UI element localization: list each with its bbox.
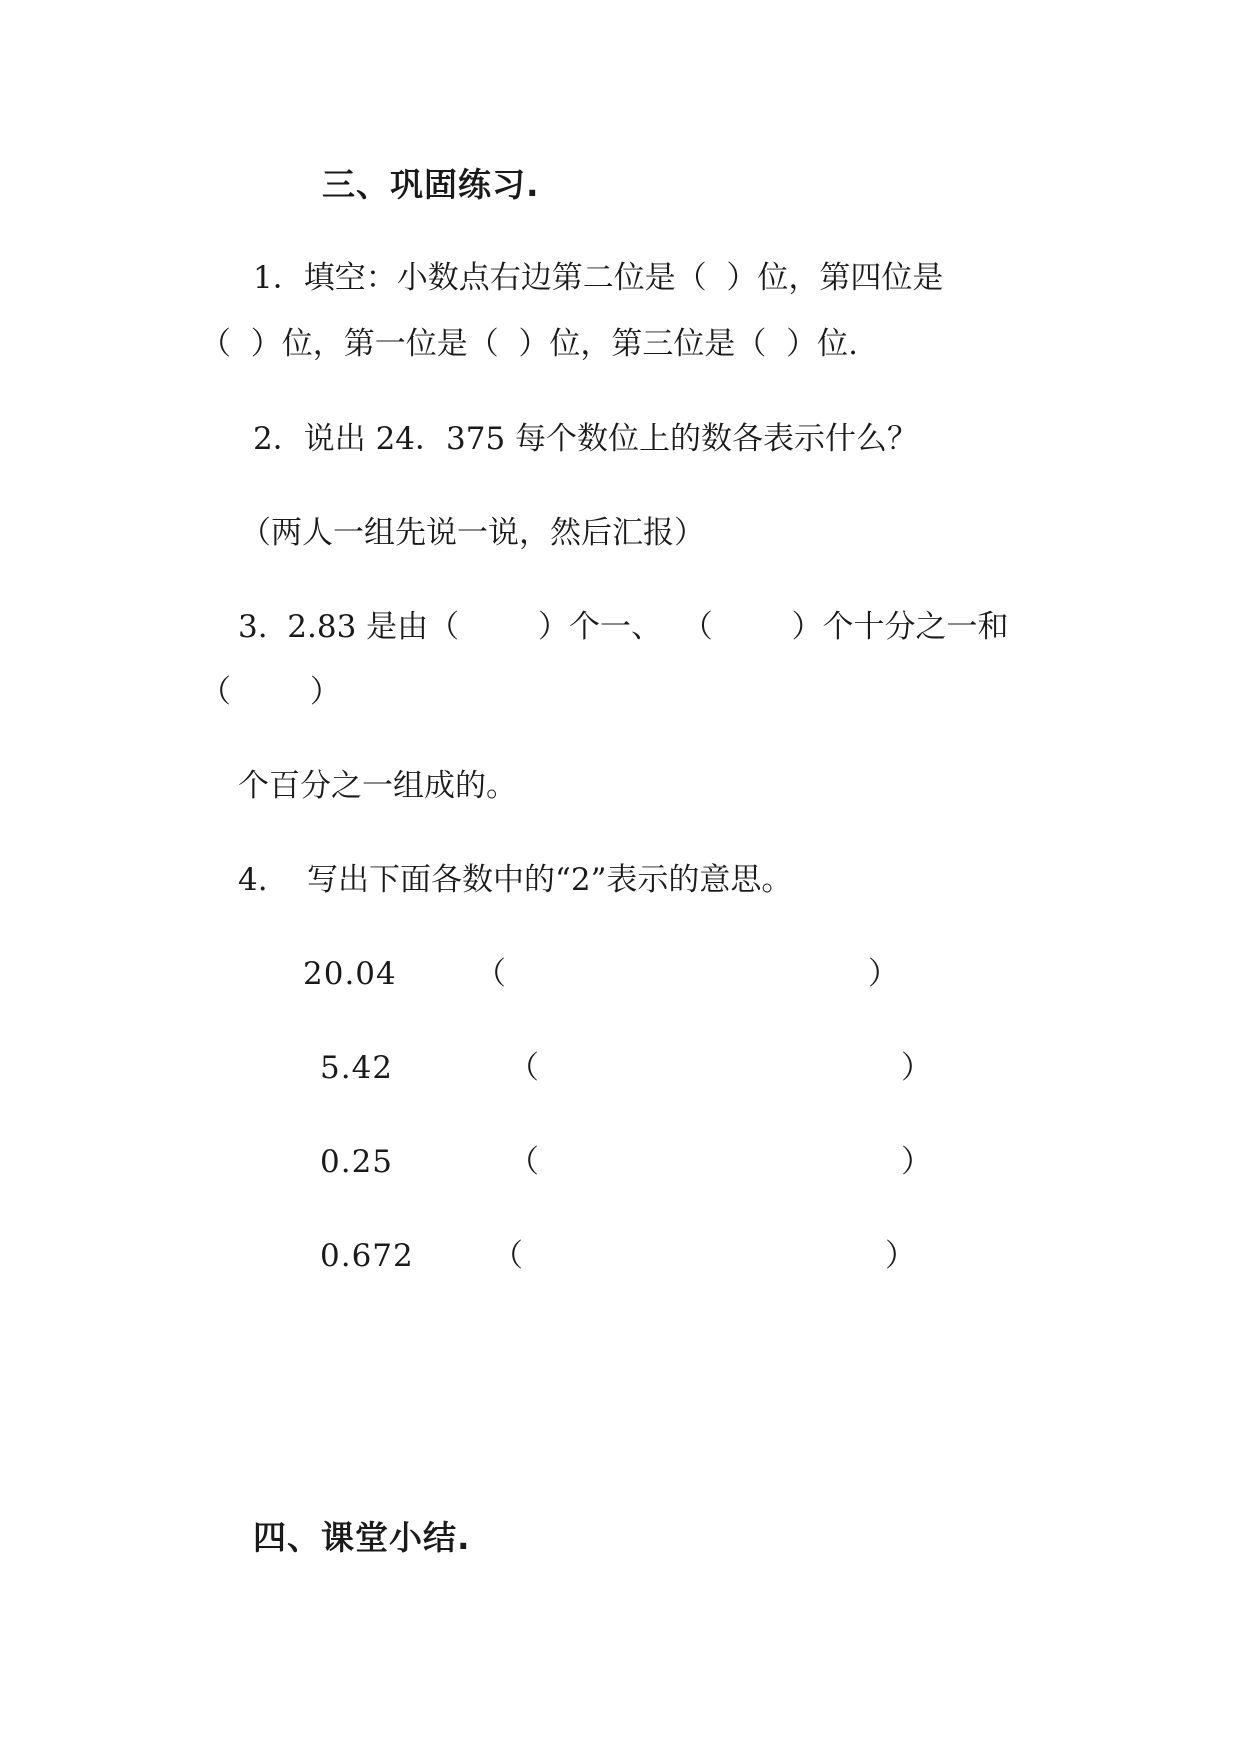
q4-row-open-paren: （	[475, 956, 506, 992]
q2-line2: （两人一组先说一说，然后汇报）	[240, 515, 705, 551]
q4-row-close-paren: ）	[885, 1238, 916, 1274]
q4-row-open-paren: （	[508, 1050, 539, 1086]
q3-line1: 3. 2.83 是由（ ）个一、 （ ）个十分之一和	[238, 609, 1009, 645]
q3-line3: 个百分之一组成的。	[238, 768, 517, 804]
q4-row-close-paren: ）	[901, 1144, 932, 1180]
q2-line1: 2．说出 24．375 每个数位上的数各表示什么？	[253, 421, 919, 457]
q3-line2: （ ）	[200, 674, 341, 710]
q4-row-number: 20.04	[303, 956, 397, 992]
q4-row-number: 0.672	[320, 1238, 414, 1274]
q4-prompt: 4. 写出下面各数中的“2”表示的意思。	[238, 862, 793, 898]
q4-row-number: 5.42	[320, 1050, 394, 1086]
q4-row-open-paren: （	[492, 1238, 523, 1274]
section4-title: 四、课堂小结.	[253, 1518, 471, 1557]
q4-row-number: 0.25	[320, 1144, 394, 1180]
q4-row-close-paren: ）	[901, 1050, 932, 1086]
q1-line1: 1．填空：小数点右边第二位是（ ）位，第四位是	[253, 260, 944, 296]
section3-title: 三、巩固练习.	[322, 165, 540, 204]
q4-row-open-paren: （	[508, 1144, 539, 1180]
q1-line2: （ ）位，第一位是（ ）位，第三位是（ ）位.	[200, 326, 858, 362]
q4-row-close-paren: ）	[868, 956, 899, 992]
